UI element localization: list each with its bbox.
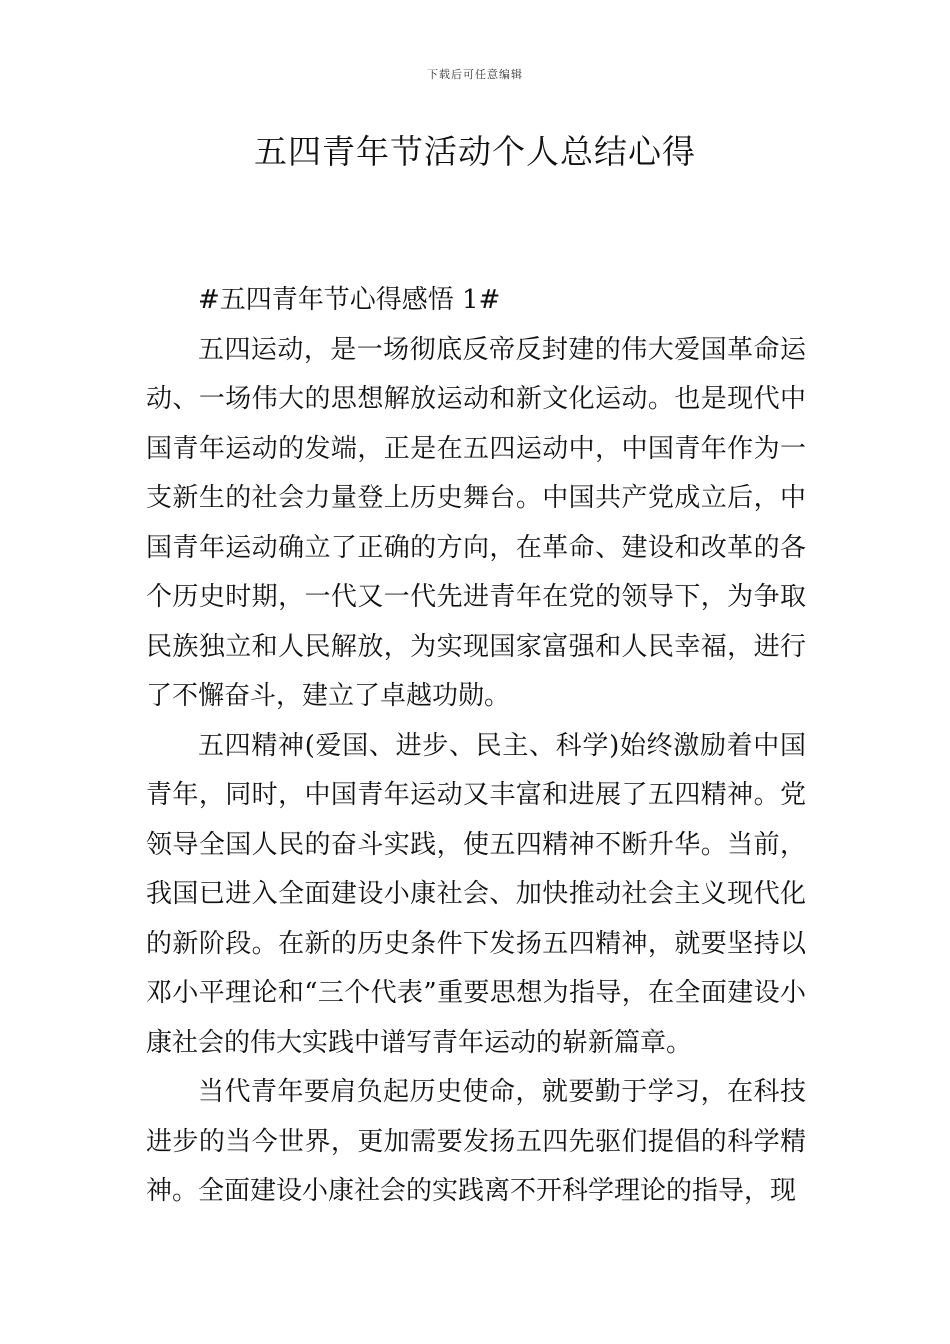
document-body xyxy=(146,276,806,1217)
paragraph: 五四精神(爱国、进步、民主、科学)始终激励着中国青年，同时，中国青年运动又丰富和进展了五四精神。党领导全国人民的奋斗实践，使五四精神不断升华。当前，我国已进入全面建设小康社会、加快推动社会主义现代化的新阶段。在新的历史条件下发扬五四精神，就要坚持以邓小平理论和“三个代表”重要思想为指导，在全面建设小康社会的伟大实践中谱写青年运动的崭新篇章。 xyxy=(146,730,806,1058)
paragraph: 当代青年要肩负起历史使命，就要勤于学习，在科技进步的当今世界，更加需要发扬五四先驱们提倡的科学精神。全面建设小康社会的实践离不开科学理论的指导，现 xyxy=(146,1077,806,1206)
document-title: 五四青年节活动个人总结心得 xyxy=(254,132,696,171)
section-heading: #五四青年节心得感悟 1# xyxy=(198,285,501,315)
header-note: 下载后可任意编辑 xyxy=(427,68,523,81)
paragraph: 五四运动，是一场彻底反帝反封建的伟大爱国革命运动、一场伟大的思想解放运动和新文化运动。也是现代中国青年运动的发端，正是在五四运动中，中国青年作为一支新生的社会力量登上历史舞台。中国共产党成立后，中国青年运动确立了正确的方向，在革命、建设和改革的各个历史时期，一代又一代先进青年在党的领导下，为争取民族独立和人民解放，为实现国家富强和人民幸福，进行了不懈奋斗，建立了卓越功勋。 xyxy=(146,334,806,711)
